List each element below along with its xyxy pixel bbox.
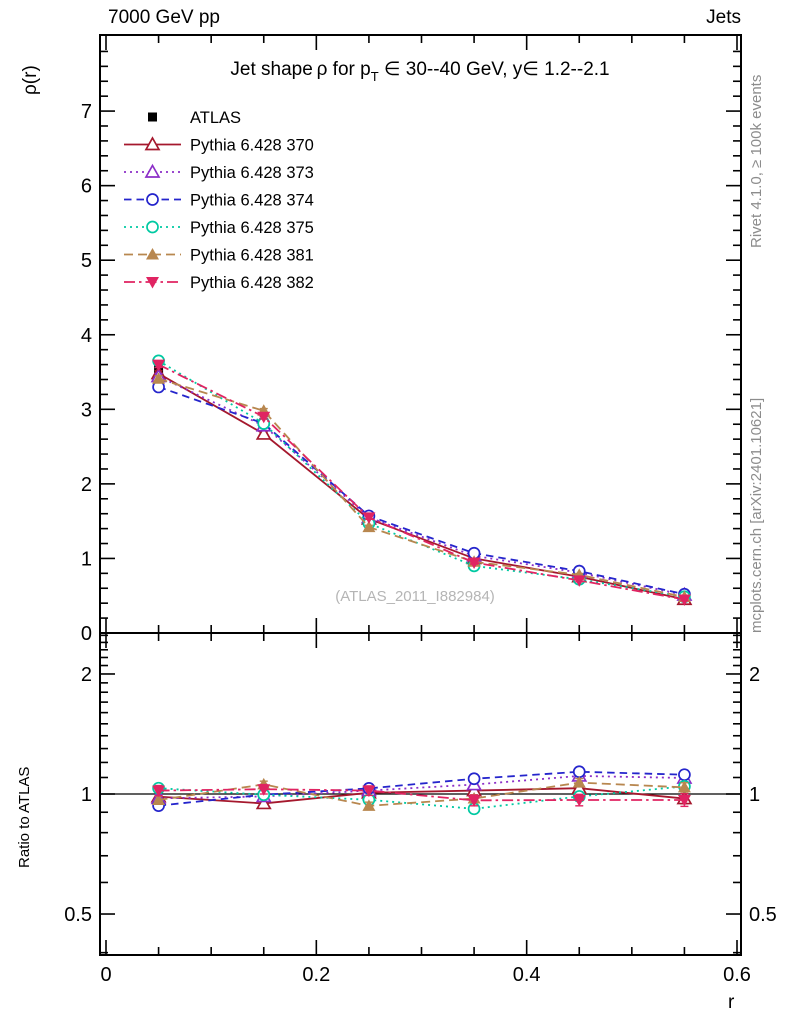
data-point <box>148 113 157 122</box>
data-point <box>146 166 159 178</box>
svg-text:0.6: 0.6 <box>723 964 751 986</box>
svg-text:5: 5 <box>80 250 92 273</box>
data-point <box>469 773 480 784</box>
legend-item <box>148 109 241 127</box>
plot-title-suffix: ∈ 30--40 GeV, y∈ 1.2--2.1 <box>378 59 610 80</box>
svg-text:0.4: 0.4 <box>512 964 541 986</box>
svg-text:0.5: 0.5 <box>749 904 777 927</box>
series-pythia-6-428-370 <box>152 367 691 808</box>
data-point <box>147 194 158 205</box>
series-pythia-6-428-381 <box>152 372 691 811</box>
svg-text:2: 2 <box>749 663 761 686</box>
series-line-main <box>159 365 685 600</box>
data-point <box>147 222 158 233</box>
svg-text:2: 2 <box>80 473 92 496</box>
legend-label: Pythia 6.428 382 <box>190 274 314 292</box>
plot-title-prefix: Jet shape ρ for p <box>230 59 371 80</box>
legend-item <box>124 247 314 265</box>
legend-label: Pythia 6.428 375 <box>190 219 314 237</box>
svg-text:3: 3 <box>80 399 92 422</box>
svg-text:0: 0 <box>100 964 112 986</box>
y-axis-label: ρ(r) <box>20 65 41 95</box>
plot-area <box>64 35 777 986</box>
series-atlas <box>154 362 689 602</box>
legend-item <box>124 274 314 292</box>
legend-label: Pythia 6.428 370 <box>190 136 314 155</box>
svg-text:0: 0 <box>80 623 92 645</box>
series-pythia-6-428-373 <box>152 370 691 803</box>
data-point <box>152 360 165 372</box>
series-line-main <box>159 377 685 595</box>
legend-item <box>124 219 314 237</box>
data-point <box>679 769 690 780</box>
svg-text:7: 7 <box>80 101 92 124</box>
svg-text:0.2: 0.2 <box>302 964 331 986</box>
svg-text:2: 2 <box>80 663 92 686</box>
data-point <box>574 766 585 777</box>
x-axis-label: r <box>728 992 735 1013</box>
rivet-version-note: Rivet 4.1.0, ≥ 100k events <box>748 74 765 248</box>
legend-item <box>124 192 314 210</box>
svg-text:4: 4 <box>80 324 92 347</box>
legend-label: Pythia 6.428 374 <box>190 191 314 210</box>
x-axis-tick-labels <box>100 964 750 986</box>
legend-label: ATLAS <box>190 109 242 127</box>
legend-item <box>124 137 314 155</box>
svg-text:6: 6 <box>80 175 92 198</box>
svg-text:1: 1 <box>80 784 92 806</box>
ratio-axis-label: Ratio to ATLAS <box>16 766 33 868</box>
category-label: Jets <box>706 7 741 28</box>
series-pythia-6-428-374 <box>153 381 690 811</box>
beam-label: 7000 GeV pp <box>108 7 220 28</box>
series-line-main <box>159 361 685 597</box>
svg-text:1: 1 <box>80 548 92 571</box>
analysis-id-watermark: (ATLAS_2011_I882984) <box>335 588 495 605</box>
legend-item <box>124 164 314 182</box>
legend-label: Pythia 6.428 373 <box>190 164 314 182</box>
series-line-main <box>159 379 685 597</box>
svg-text:0.5: 0.5 <box>64 904 92 927</box>
legend-label: Pythia 6.428 381 <box>190 246 314 265</box>
svg-text:1: 1 <box>749 784 761 806</box>
mcplots-arxiv-note: mcplots.cern.ch [arXiv:2401.10621] <box>748 397 765 633</box>
main-y-axis-ticks <box>81 51 740 645</box>
legend <box>124 109 314 292</box>
plot-title-subscript: T <box>370 69 379 84</box>
series-pythia-6-428-375 <box>153 355 690 814</box>
